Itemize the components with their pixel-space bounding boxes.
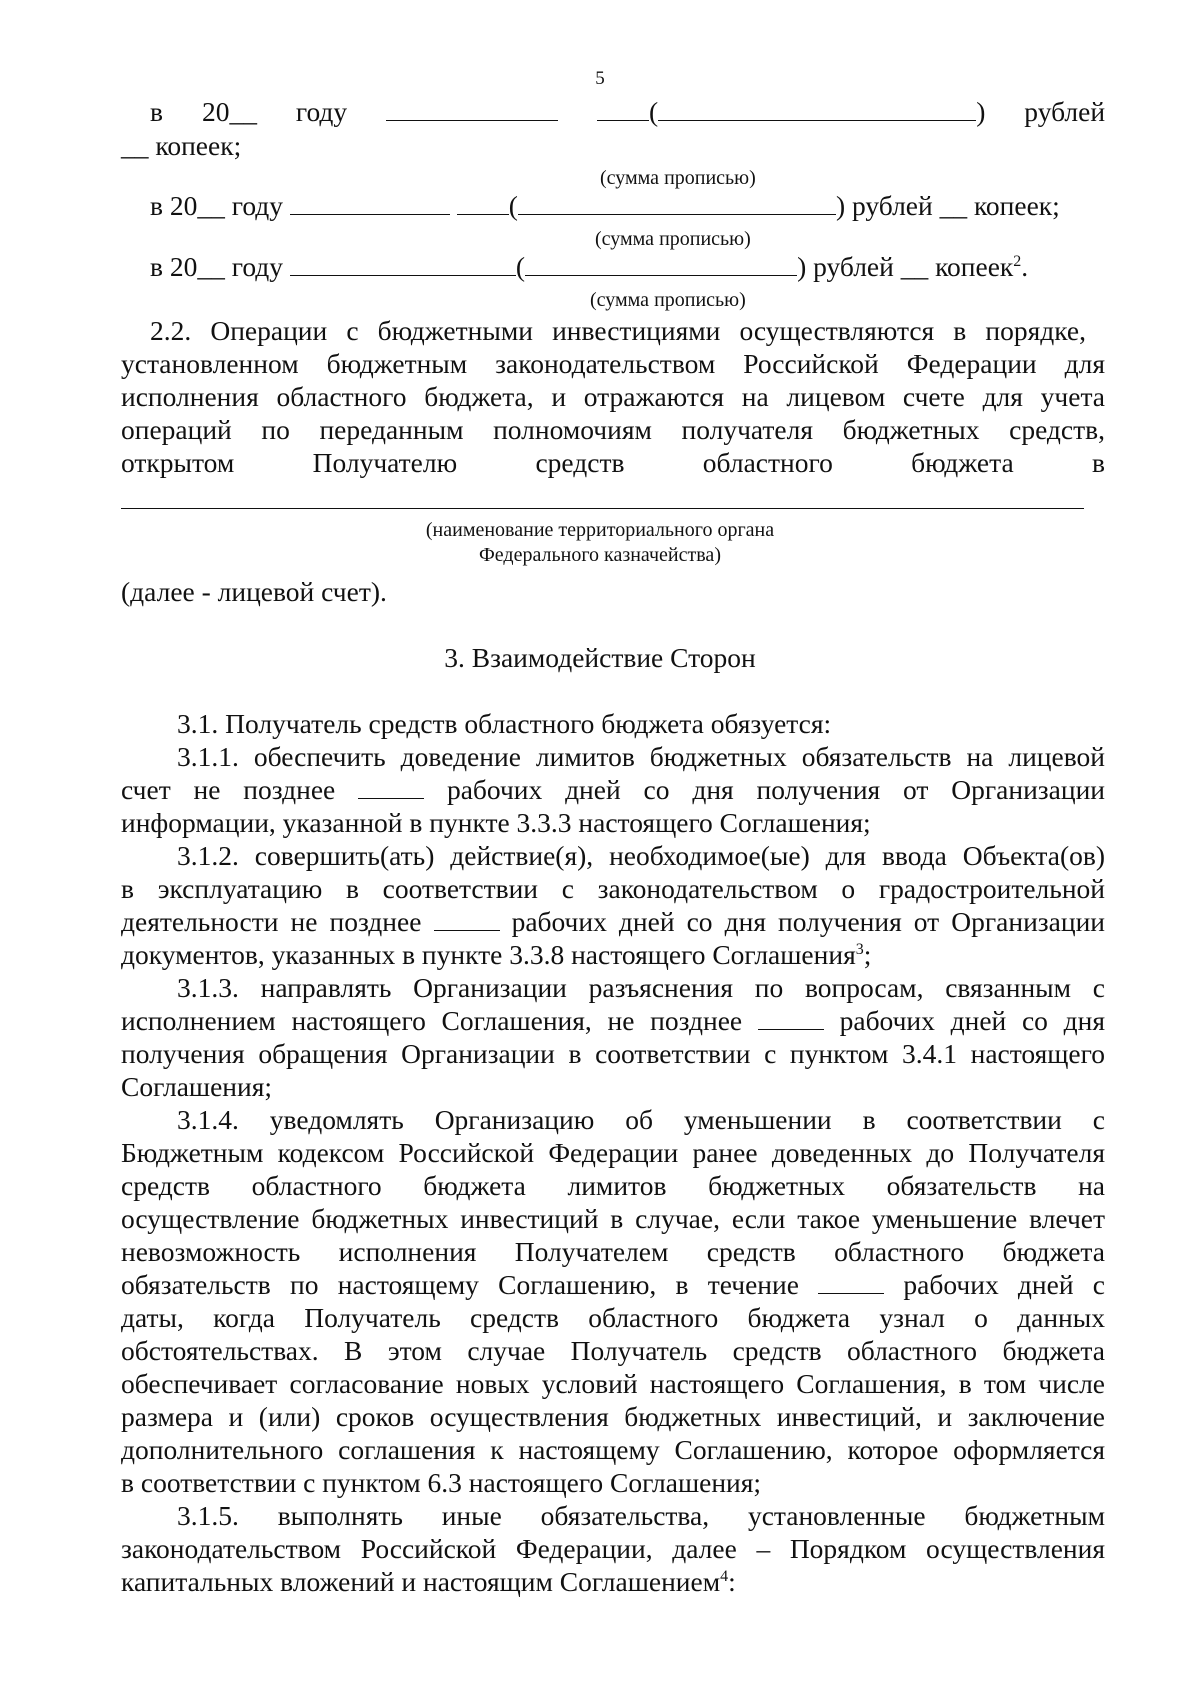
treasury-name-blank	[121, 508, 1084, 509]
paragraph-3-1-4-line-3: средств областного бюджета лимитов бюджетных обязательств на	[121, 1170, 1105, 1201]
amount-caption-2: (сумма прописью)	[595, 228, 751, 250]
paragraph-3-1-4-line-8: обстоятельствах. В этом случае Получатель средств областного бюджета	[121, 1335, 1105, 1366]
paragraph-3-1-4-line-12: в соответствии с пунктом 6.3 настоящего Соглашения;	[121, 1467, 762, 1498]
amount-line-1-v: в	[150, 96, 163, 127]
amount-words-blank	[525, 253, 797, 276]
treasury-caption-line-2: Федерального казначейства)	[479, 544, 721, 566]
kopeck-blank	[597, 98, 649, 121]
paragraph-2-2-line-1: 2.2. Операции с бюджетными инвестициями осуществляются в порядке,	[150, 315, 1086, 346]
paragraph-3-1-4-line-10: размера и (или) сроков осуществления бюджетных инвестиций, и заключение	[121, 1401, 1105, 1432]
amount-words-blank	[658, 98, 976, 121]
paragraph-3-1-2-line-1: 3.1.2. совершить(ать) действие(я), необходимое(ые) для ввода Объекта(ов)	[177, 840, 1105, 871]
amount-line-1-rub: ) рублей	[976, 96, 1106, 127]
paragraph-3-1-4-line-7: даты, когда Получатель средств областного бюджета узнал о данных	[121, 1302, 1105, 1333]
paragraph-3-1-3-line-1: 3.1.3. направлять Организации разъяснения по вопросам, связанным с	[177, 972, 1105, 1003]
amount-line-3: в 20__ году ( ) рублей __ копеек$^2$.	[150, 251, 1029, 282]
treasury-caption-line-1: (наименование территориального органа	[425, 519, 775, 541]
paragraph-3-1-3-line-4: Соглашения;	[121, 1071, 273, 1102]
footnote-ref-3: 3	[855, 940, 864, 958]
amount-caption-3: (сумма прописью)	[590, 289, 746, 311]
paragraph-2-2-line-4: операций по переданным полномочиям получателя бюджетных средств,	[121, 414, 1105, 445]
paragraph-3-1-4-line-6: обязательств по настоящему Соглашению, в течение рабочих дней с	[121, 1269, 1105, 1300]
amount-caption-1: (сумма прописью)	[600, 167, 756, 189]
paragraph-2-2-line-2: установленном бюджетным законодательством Российской Федерации для	[121, 348, 1105, 379]
kopeck-blank	[457, 192, 509, 215]
amount-blank	[386, 98, 558, 121]
paragraph-3-1-5-line-1: 3.1.5. выполнять иные обязательства, установленные бюджетным	[177, 1500, 1105, 1531]
paragraph-3-1-5-line-3: капитальных вложений и настоящим Соглашением$^4$:	[121, 1566, 736, 1597]
paragraph-2-2-end: (далее - лицевой счет).	[121, 576, 387, 607]
paragraph-2-2-line-3: исполнения областного бюджета, и отражаются на лицевом счете для учета	[121, 381, 1105, 412]
paragraph-3-1-1-line-1: 3.1.1. обеспечить доведение лимитов бюджетных обязательств на лицевой	[177, 741, 1105, 772]
amount-words-blank	[518, 192, 836, 215]
paragraph-3-1-3-line-2: исполнением настоящего Соглашения, не позднее рабочих дней со дня	[121, 1005, 1106, 1036]
days-blank	[434, 908, 500, 931]
paragraph-3-1-1-line-3: информации, указанной в пункте 3.3.3 настоящего Соглашения;	[121, 807, 871, 838]
amount-line-1-kop: __ копеек;	[121, 130, 242, 161]
paragraph-3-1-1-line-2: счет не позднее рабочих дней со дня получения от Организации	[121, 774, 1106, 805]
paragraph-3-1-4-line-2: Бюджетным кодексом Российской Федерации ранее доведенных до Получателя	[121, 1137, 1105, 1168]
amount-blank	[290, 192, 450, 215]
amount-blank	[290, 253, 516, 276]
paragraph-3-1-4-line-11: дополнительного соглашения к настоящему Соглашению, которое оформляется	[121, 1434, 1105, 1465]
paragraph-3-1-2-line-4: документов, указанных в пункте 3.3.8 настоящего Соглашения$^3$;	[121, 939, 872, 970]
footnote-ref-2: 2	[1013, 252, 1022, 270]
section-3-1-intro: 3.1. Получатель средств областного бюджета обязуется:	[177, 708, 832, 739]
paragraph-3-1-2-line-3: деятельности не позднее рабочих дней со дня получения от Организации	[121, 906, 1106, 937]
page-number: 5	[595, 68, 605, 89]
section-3-heading: 3. Взаимодействие Сторон	[444, 642, 756, 673]
paragraph-3-1-5-line-2: законодательством Российской Федерации, далее – Порядком осуществления	[121, 1533, 1105, 1564]
amount-line-1-godu: году	[295, 96, 348, 127]
amount-line-2: в 20__ году ( ) рублей __ копеек;	[150, 190, 1060, 221]
days-blank	[758, 1007, 824, 1030]
paragraph-3-1-2-line-2: в эксплуатацию в соответствии с законодательством о градостроительной	[121, 873, 1105, 904]
amount-line-1: в 20__ году ( ) рублей	[150, 96, 1106, 127]
paragraph-3-1-3-line-3: получения обращения Организации в соответствии с пунктом 3.4.1 настоящего	[121, 1038, 1105, 1069]
paragraph-2-2-line-5: открытом Получателю средств областного бюджета в	[121, 447, 1105, 478]
footnote-ref-4: 4	[720, 1567, 729, 1585]
paragraph-3-1-4-line-9: обеспечивает согласование новых условий настоящего Соглашения, в том числе	[121, 1368, 1105, 1399]
paragraph-3-1-4-line-4: осуществление бюджетных инвестиций в случае, если такое уменьшение влечет	[121, 1203, 1105, 1234]
days-blank	[818, 1271, 884, 1294]
paragraph-3-1-4-line-5: невозможность исполнения Получателем средств областного бюджета	[121, 1236, 1105, 1267]
amount-line-1-year: 20__	[201, 96, 257, 127]
days-blank	[358, 776, 424, 799]
paragraph-3-1-4-line-1: 3.1.4. уведомлять Организацию об уменьшении в соответствии с	[177, 1104, 1105, 1135]
